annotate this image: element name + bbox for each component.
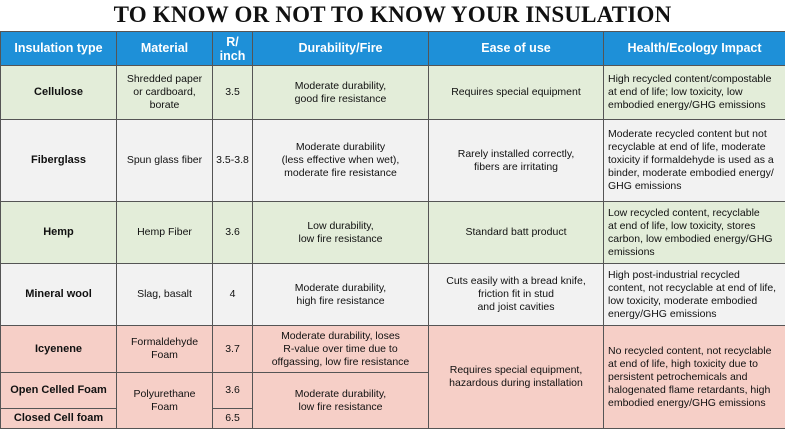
header-insulation-type: Insulation type bbox=[1, 32, 117, 66]
cell-health: Low recycled content, recyclable at end of life, low toxicity, stores carbon, low embodied energy/GHG emissions bbox=[604, 202, 785, 264]
cell-type: Fiberglass bbox=[1, 120, 117, 202]
cell-health-foams: No recycled content, not recyclable at end of life, high toxicity due to persistent petrochemicals and halogenated flame retardants, high embodied energy/GHG emissions bbox=[604, 326, 785, 429]
cell-durability: Moderate durability, high fire resistance bbox=[253, 264, 429, 326]
cell-durability: Low durability, low fire resistance bbox=[253, 202, 429, 264]
cell-r-value: 3.6 bbox=[213, 202, 253, 264]
cell-material: Spun glass fiber bbox=[117, 120, 213, 202]
cell-r-value: 3.7 bbox=[213, 326, 253, 373]
cell-r-value: 3.5-3.8 bbox=[213, 120, 253, 202]
cell-type: Cellulose bbox=[1, 66, 117, 120]
header-health-ecology: Health/Ecology Impact bbox=[604, 32, 785, 66]
cell-durability: Moderate durability, loses R-value over time due to offgassing, low fire resistance bbox=[253, 326, 429, 373]
header-row bbox=[1, 32, 785, 66]
cell-durability: Moderate durability, good fire resistance bbox=[253, 66, 429, 120]
cell-r-value: 6.5 bbox=[213, 409, 253, 429]
cell-durability-polyurethane: Moderate durability, low fire resistance bbox=[253, 373, 429, 429]
cell-ease: Rarely installed correctly, fibers are irritating bbox=[429, 120, 604, 202]
table-row-cellulose bbox=[1, 66, 785, 120]
page-title: TO KNOW OR NOT TO KNOW YOUR INSULATION bbox=[113, 2, 672, 27]
cell-type: Open Celled Foam bbox=[1, 373, 117, 409]
cell-ease: Standard batt product bbox=[429, 202, 604, 264]
cell-material: Shredded paper or cardboard, borate bbox=[117, 66, 213, 120]
cell-health: Moderate recycled content but not recyclable at end of life, moderate toxicity if formaldehyde is used as a binder, moderate embodied energy/ GHG emissions bbox=[604, 120, 785, 202]
cell-type: Closed Cell foam bbox=[1, 409, 117, 429]
cell-r-value: 3.5 bbox=[213, 66, 253, 120]
table-row-fiberglass bbox=[1, 120, 785, 202]
cell-ease: Requires special equipment bbox=[429, 66, 604, 120]
cell-r-value: 4 bbox=[213, 264, 253, 326]
insulation-table bbox=[0, 31, 785, 429]
cell-type: Hemp bbox=[1, 202, 117, 264]
header-durability-fire: Durability/Fire bbox=[253, 32, 429, 66]
cell-material-polyurethane: Polyurethane Foam bbox=[117, 373, 213, 429]
cell-durability: Moderate durability (less effective when wet), moderate fire resistance bbox=[253, 120, 429, 202]
header-r-value: R/ inch bbox=[213, 32, 253, 66]
table-row-hemp bbox=[1, 202, 785, 264]
header-material: Material bbox=[117, 32, 213, 66]
cell-ease-foams: Requires special equipment, hazardous during installation bbox=[429, 326, 604, 429]
cell-ease: Cuts easily with a bread knife, friction fit in stud and joist cavities bbox=[429, 264, 604, 326]
cell-type: Icyenene bbox=[1, 326, 117, 373]
cell-health: High recycled content/compostable at end of life; low toxicity, low embodied energy/GHG emissions bbox=[604, 66, 785, 120]
cell-health: High post-industrial recycled content, not recyclable at end of life, low toxicity, moderate embodied energy/GHG emissions bbox=[604, 264, 785, 326]
cell-type: Mineral wool bbox=[1, 264, 117, 326]
table-row-icyenene bbox=[1, 326, 785, 373]
cell-material: Hemp Fiber bbox=[117, 202, 213, 264]
cell-material: Formaldehyde Foam bbox=[117, 326, 213, 373]
cell-material: Slag, basalt bbox=[117, 264, 213, 326]
table-row-mineral-wool bbox=[1, 264, 785, 326]
cell-r-value: 3.6 bbox=[213, 373, 253, 409]
header-ease-of-use: Ease of use bbox=[429, 32, 604, 66]
